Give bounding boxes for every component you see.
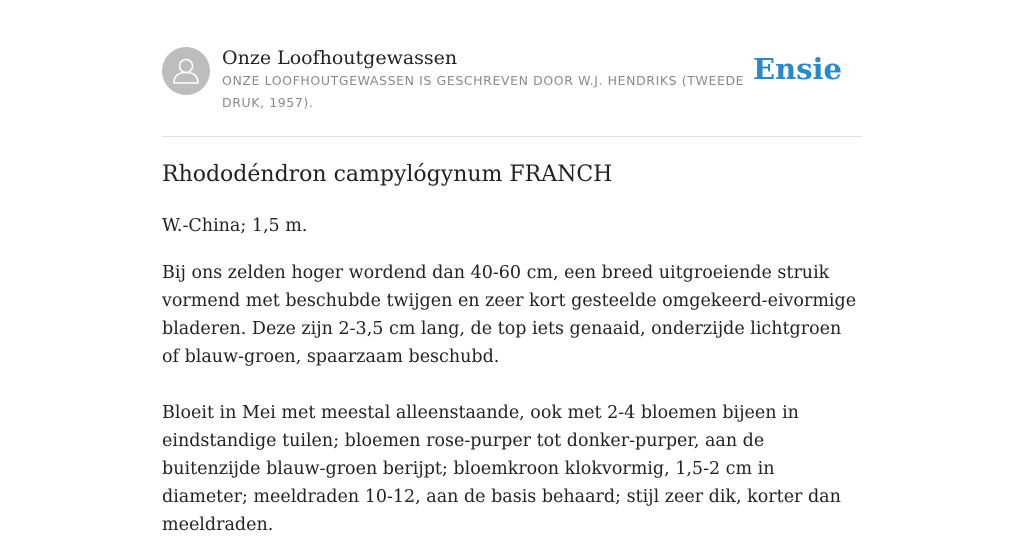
source-title[interactable]: Onze Loofhoutgewassen <box>222 47 458 69</box>
entry-title: Rhododéndron campylógynum FRANCH <box>162 162 613 187</box>
entry-paragraph: Bij ons zelden hoger wordend dan 40-60 cm, een breed uitgroeiende struik vormend met beschubde twijgen en zeer kort gesteelde omgekeerd-eivormige bladeren. Deze zijn 2-3,5 cm lang, de top iets genaaid, onderzijde lichtgroen of blauw-groen, spaarzaam beschubd. <box>162 263 857 367</box>
source-header <box>162 46 862 137</box>
entry-paragraph: Bloeit in Mei met meestal alleenstaande, ook met 2-4 bloemen bijeen in eindstandige tuilen; bloemen rose-purper tot donker-purper, aan de buitenzijde blauw-groen berijpt; bloemkroon klokvormig, 1,5-2 cm in diameter; meeldraden 10-12, aan de basis behaard; stijl zeer dik, korter dan meeldraden. <box>162 403 841 535</box>
entry-paragraph: W.-China; 1,5 m. <box>162 216 308 236</box>
user-silhouette-icon <box>162 47 210 95</box>
brand-logo[interactable]: Ensie <box>753 52 842 86</box>
entry-content <box>162 158 862 539</box>
avatar[interactable] <box>162 47 210 95</box>
source-description: ONZE LOOFHOUTGEWASSEN IS GESCHREVEN DOOR W.J. HENDRIKS (TWEEDE DRUK, 1957). <box>222 73 745 110</box>
page-container <box>162 0 862 535</box>
